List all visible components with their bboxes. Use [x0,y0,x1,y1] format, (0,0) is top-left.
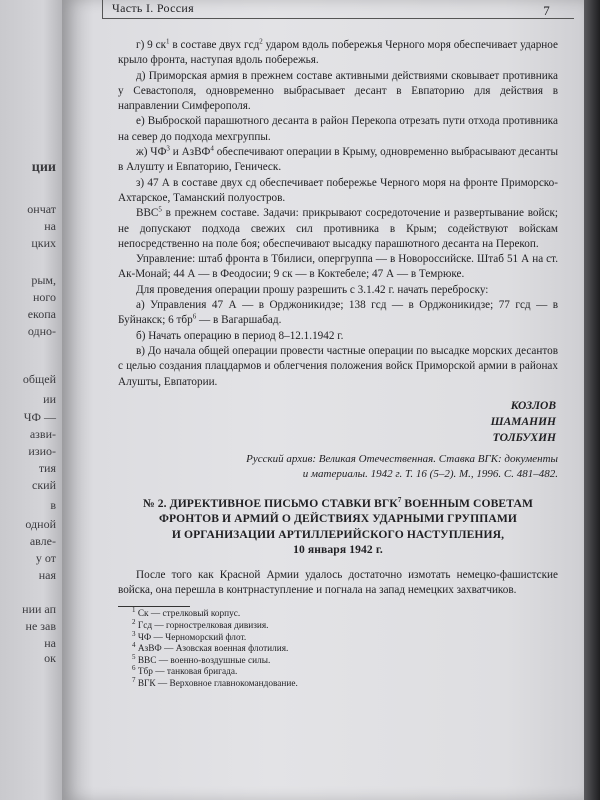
signature-kozlov: КОЗЛОВ [510,399,556,412]
facing-page-fragment: ии [43,392,56,406]
facing-page-fragment: ции [31,160,56,175]
footnote [132,606,558,621]
page-body [118,38,558,691]
paragraph-text: Управление: штаб фронта в Тбилиси, опергруппа — в Новороссийске. Штаб 51 А на ст. Ак-Монай; 44 А — в Феодосии; 9 ск — в Коктебеле; 47 А — в Темрюке. [118,253,558,281]
heading-date: 10 января 1942 г. [293,543,383,557]
facing-page-fragment: азви- [29,427,56,441]
heading-line-1-prefix: № 2. ДИРЕКТИВНОЕ ПИСЬМО СТАВКИ ВГК [142,496,398,510]
running-header [102,0,574,19]
footnote-ref: 6 [192,312,197,321]
footnote-number: 2 [132,617,136,626]
facing-page-edge [0,0,62,800]
footnote-ref: 2 [259,37,263,46]
directive-paragraph [118,252,558,283]
header-title: Часть I. Россия [112,1,194,15]
paragraph-text: ударом вдоль побережья Черного моря обеспечивает ударное крыло фронта, наступая вдоль побережья. [118,39,558,67]
footnote-text: ВГК — Верховное главнокомандование. [135,678,298,689]
facing-page-fragment: на [44,636,56,650]
facing-page-fragment: рым, [31,273,56,287]
footnote-text: Тбр — танковая бригада. [135,667,238,678]
paragraph-text: з) 47 А в составе двух сд обеспечивает побережье Черного моря на фронте Приморско-Ахтарское, Таманский полуостров. [118,176,558,204]
footnote-text: ЧФ — Черноморский флот. [135,632,247,643]
facing-page-fragment: одной [25,517,56,531]
facing-page-fragment: цких [31,236,56,250]
footnote-number: 4 [132,641,136,650]
facing-page-fragment: авле- [29,534,56,548]
facing-page-fragment: тия [38,461,56,475]
directive-paragraph [118,114,558,145]
footnote-text: Гсд — горнострелковая дивизия. [135,621,269,632]
facing-page-fragment: общей [22,372,56,386]
facing-page-fragment: в [50,498,56,512]
footnote [132,652,558,668]
page-edge-shadow [584,0,600,800]
source-line-2: и материалы. 1942 г. Т. 16 (5–2). М., 1996. С. 481–482. [302,467,558,480]
facing-page-fragment: ончат [27,202,56,216]
paragraph-text: д) Приморская армия в прежнем составе активными действиями сковывает противника у Севастополя, одновременно выбрасывает десант в Евпаторию для действия в направлении Симферополя. [118,69,558,113]
facing-page-fragment: одно- [27,324,56,338]
paragraph-text: г) 9 ск [136,39,167,51]
footnote [132,641,558,656]
paragraph-text: е) Выброской парашютного десанта в район Перекопа отрезать пути отхода противника на север до подхода мехгруппы. [118,115,558,143]
footnote [132,675,558,691]
facing-page-fragment: нии ап [22,602,56,616]
footnote-text: Ск — стрелковый корпус. [135,609,241,620]
facing-page-fragment: изио- [28,444,56,458]
facing-page-fragment: ного [32,290,56,304]
paragraph-text: ВВС [136,207,159,220]
footnote-ref: 4 [210,144,214,153]
footnote-text: АзВФ — Азовская военная флотилия. [135,644,289,655]
directive-paragraph [118,283,558,298]
signature-tolbukhin: ТОЛБУХИН [492,431,556,444]
footnote-number: 6 [132,664,136,673]
facing-page-fragment: ок [44,651,56,665]
directive-paragraph [118,69,558,115]
paragraph-text: б) Начать операцию в период 8–12.1.1942 г. [136,329,344,342]
source-citation [118,452,558,482]
footnote-ref: 3 [166,144,170,153]
footnote-number: 5 [132,652,136,661]
footnotes [118,606,558,690]
signature-block [118,398,558,446]
facing-page-fragment: не зав [25,619,56,633]
footnote-rule [118,606,190,607]
book-page [62,0,584,800]
directive-paragraph [118,38,558,69]
heading-footnote-ref: 7 [397,495,402,504]
facing-page-fragment: ЧФ — [23,410,56,424]
signature-shamanin: ШАМАНИН [490,415,556,428]
footnote [132,629,558,645]
facing-page-fragment: ский [32,478,56,492]
footnote-number: 7 [132,675,136,684]
header-rule [102,0,103,18]
heading-line-2: ФРОНТОВ И АРМИЙ О ДЕЙСТВИЯХ УДАРНЫМИ ГРУППАМИ [159,512,517,526]
paragraph-text: — в Вагаршабад. [196,314,282,327]
intro-paragraph: После того как Красной Армии удалось достаточно измотать немецко-фашистские войска, она перешла в контрнаступление и погнала на запад немецких захватчиков. [118,568,558,597]
directive-paragraphs [118,38,558,390]
heading-line-1 [118,496,558,512]
paragraph-text: в прежнем составе. Задачи: прикрывают сосредоточение и развертывание войск; не допускают подхода свежих сил противника в Крым; содействуют войскам непосредственно на поле боя; обеспечивают высадку парашютного десанта на Перекоп. [118,207,558,250]
facing-page-fragment: ная [38,568,56,582]
footnote [132,617,558,633]
footnote-text: ВВС — военно-воздушные силы. [135,655,271,666]
directive-paragraph [118,206,558,252]
source-line-1: Русский архив: Великая Отечественная. Ставка ВГК: документы [246,452,558,465]
footnote-ref: 5 [158,205,162,214]
facing-page-fragment: екопа [27,307,56,321]
paragraph-text: ж) ЧФ [136,146,167,159]
paragraph-text: в) До начала общей операции провести частные операции по высадке морских десантов с целью создания плацдармов и облегчения положения войск Приморской армии в районах Алушты, Евпатории. [118,344,558,388]
paragraph-text: Для проведения операции прошу разрешить с 3.1.42 г. начать переброску: [136,283,489,296]
paragraph-text: а) Управления 47 А — в Орджоникидзе; 138 гсд — в Орджоникидзе; 77 гсд — в Буйнакск; 6 тбр [118,299,558,327]
footnote-number: 3 [132,629,136,638]
document-heading [118,496,558,558]
facing-page-fragment: у от [35,551,56,565]
directive-paragraph [118,298,558,329]
footnote [132,664,558,679]
paragraph-text: в составе двух гсд [169,39,260,51]
paragraph-text: обеспечивают операции в Крыму, одновременно выбрасывают десанты в Алушту и Евпаторию, Геническ. [118,146,558,174]
paragraph-text: и АзВФ [169,146,211,159]
heading-line-1-suffix: ВОЕННЫМ СОВЕТАМ [401,496,534,510]
facing-page-fragment: на [44,219,56,233]
directive-paragraph [118,145,558,176]
footnote-ref: 1 [166,37,170,46]
directive-paragraph [118,344,558,390]
page-number: 7 [543,3,550,18]
heading-line-3: И ОРГАНИЗАЦИИ АРТИЛЛЕРИЙСКОГО НАСТУПЛЕНИЯ, [171,527,505,541]
footnote-number: 1 [132,606,136,615]
directive-paragraph [118,176,558,207]
directive-paragraph [118,329,558,344]
